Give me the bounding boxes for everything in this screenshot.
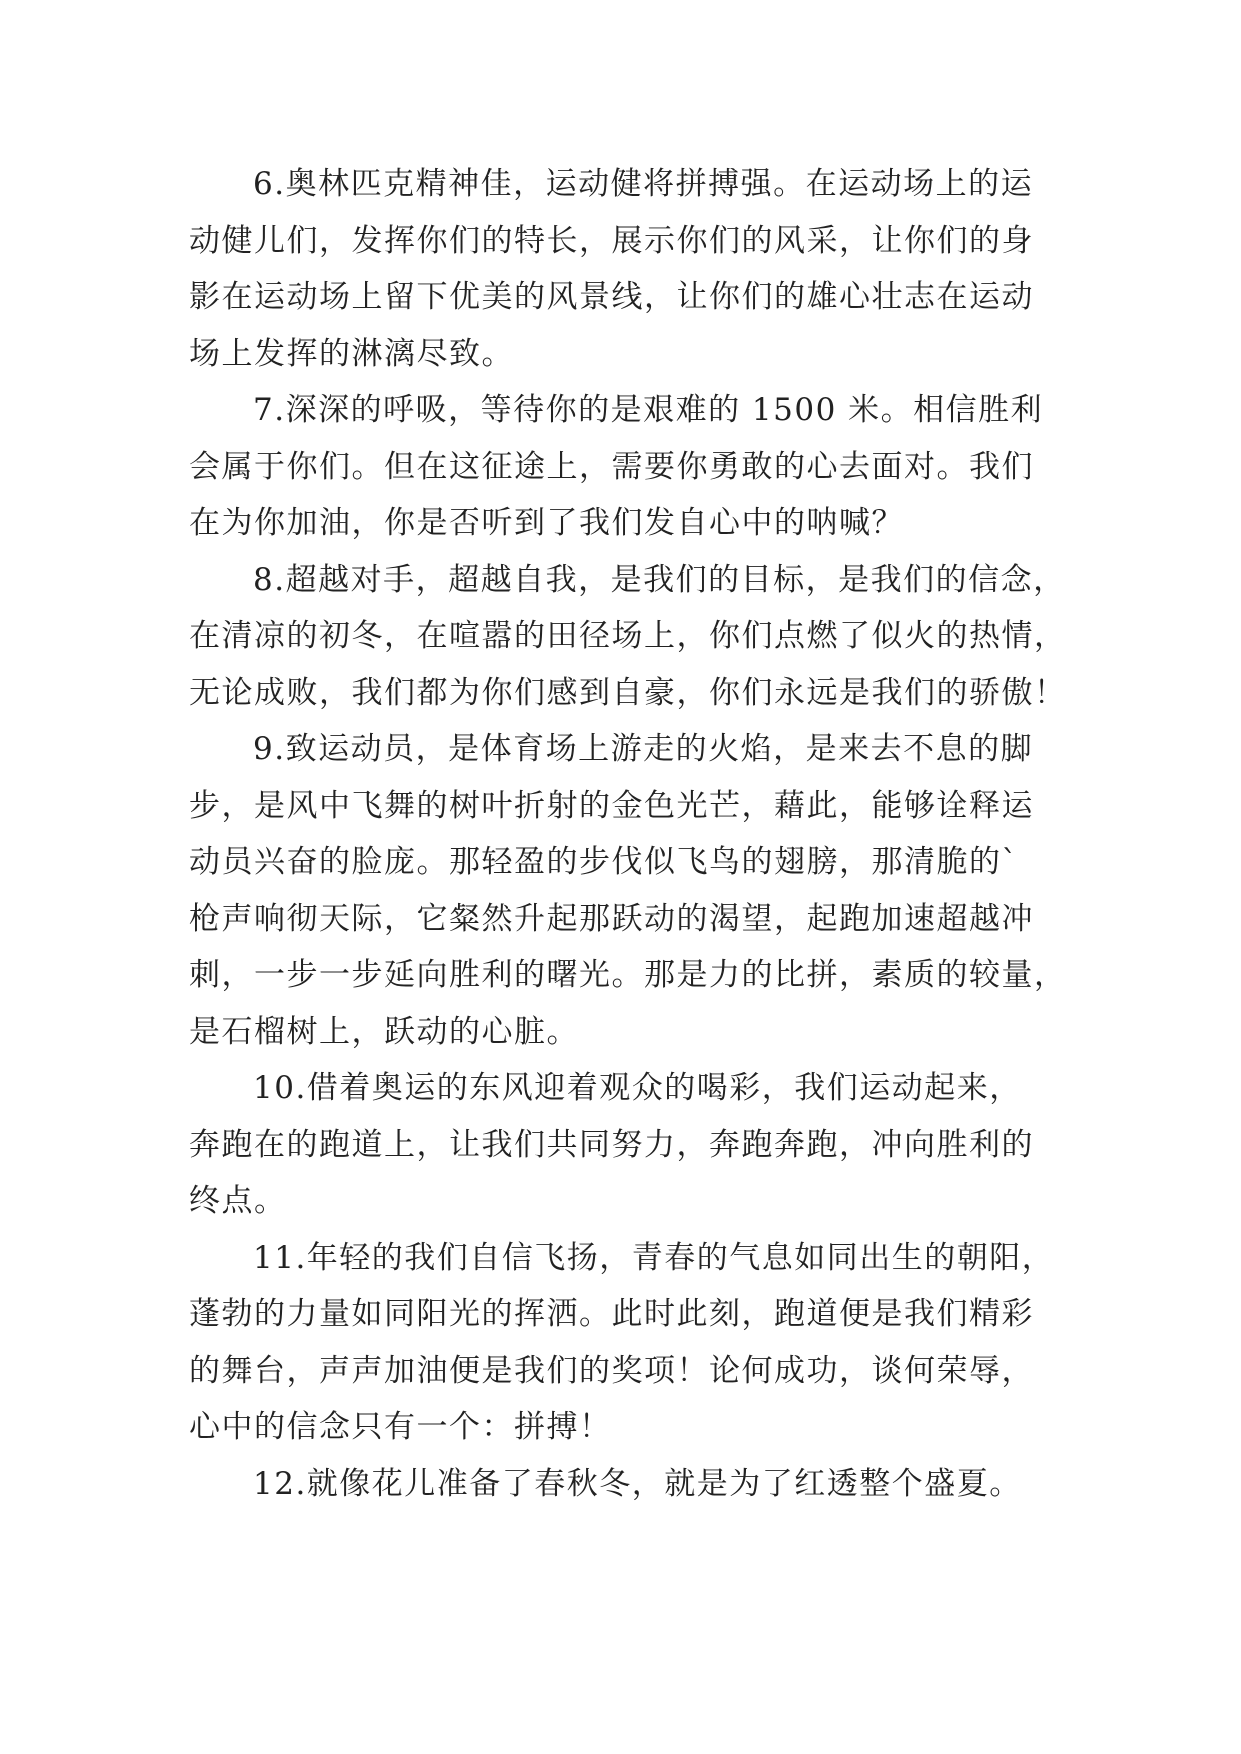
paragraph-line: 动健儿们，发挥你们的特长，展示你们的风采，让你们的身 [189, 222, 1034, 259]
paragraph-line: 步，是风中飞舞的树叶折射的金色光芒，藉此，能够诠释运 [189, 787, 1034, 824]
paragraph-12 [189, 1456, 1054, 1513]
paragraph-line: 10.借着奥运的东风迎着观众的喝彩，我们运动起来， [253, 1070, 1022, 1106]
paragraph-line: 9.致运动员，是体育场上游走的火焰，是来去不息的脚 [253, 731, 1034, 767]
paragraph-line: 12.就像花儿准备了春秋冬，就是为了红透整个盛夏。 [253, 1465, 1022, 1502]
paragraph-line: 的舞台，声声加油便是我们的奖项！论何成功，谈何荣辱， [189, 1352, 1034, 1389]
paragraph-line: 影在运动场上留下优美的风景线，让你们的雄心壮志在运动 [189, 279, 1034, 315]
paragraph-line: 枪声响彻天际，它粲然升起那跃动的渴望，起跑加速超越冲 [189, 900, 1034, 937]
paragraph-line: 8.超越对手，超越自我，是我们的目标，是我们的信念， [253, 561, 1066, 598]
paragraph-7 [189, 382, 1054, 552]
paragraph-6 [189, 156, 1054, 382]
paragraph-line: 在为你加油，你是否听到了我们发自心中的呐喊？ [189, 505, 904, 541]
paragraph-line: 无论成败，我们都为你们感到自豪，你们永远是我们的骄傲！ [189, 674, 1067, 711]
document-body [189, 156, 1067, 1512]
paragraph-9 [189, 721, 1067, 1060]
paragraph-line: 是石榴树上，跃动的心脏。 [189, 1013, 579, 1050]
paragraph-10 [189, 1060, 1054, 1230]
paragraph-line: 奔跑在的跑道上，让我们共同努力，奔跑奔跑，冲向胜利的 [189, 1126, 1034, 1163]
paragraph-line: 心中的信念只有一个：拼搏！ [189, 1409, 612, 1445]
paragraph-line: 终点。 [189, 1183, 287, 1219]
paragraph-line: 场上发挥的淋漓尽致。 [189, 335, 514, 372]
paragraph-line: 刺，一步一步延向胜利的曙光。那是力的比拼，素质的较量， [189, 957, 1067, 993]
paragraph-8 [189, 552, 1067, 722]
paragraph-line: 在清凉的初冬，在喧嚣的田径场上，你们点燃了似火的热情， [189, 618, 1067, 654]
paragraph-line: 蓬勃的力量如同阳光的挥洒。此时此刻，跑道便是我们精彩 [189, 1296, 1034, 1332]
paragraph-line: 动员兴奋的脸庞。那轻盈的步伐似飞鸟的翅膀，那清脆的` [189, 844, 1019, 880]
paragraph-line: 会属于你们。但在这征途上，需要你勇敢的心去面对。我们 [189, 448, 1034, 485]
paragraph-line: 11.年轻的我们自信飞扬，青春的气息如同出生的朝阳， [253, 1239, 1055, 1276]
paragraph-line: 7.深深的呼吸，等待你的是艰难的 1500 米。相信胜利 [253, 392, 1044, 428]
paragraph-11 [189, 1230, 1054, 1456]
paragraph-line: 6.奥林匹克精神佳，运动健将拼搏强。在运动场上的运 [253, 166, 1034, 202]
